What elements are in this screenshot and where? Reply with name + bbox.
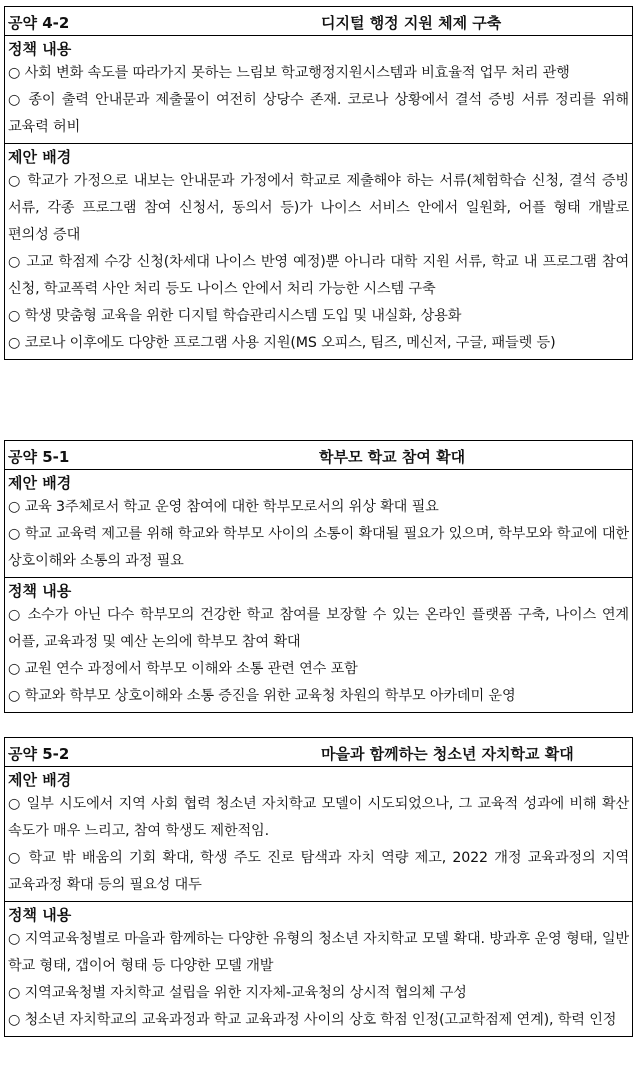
section-heading: 제안 배경 [8, 771, 72, 789]
pledge-5-2 [4, 737, 633, 1037]
list-item: ○ 지역교육청별 자치학교 설립을 위한 지자체-교육청의 상시적 협의체 구성 [8, 985, 467, 1001]
section-heading: 정책 내용 [8, 40, 72, 58]
section-heading: 정책 내용 [8, 906, 72, 924]
list-item: ○ 지역교육청별로 마을과 함께하는 다양한 유형의 청소년 자치학교 모델 확대. 방과후 운영 형태, 일반 학교 형태, 갭이어 형태 등 다양한 모델 개발 [8, 931, 629, 974]
pledge-header [5, 738, 632, 767]
list-item: ○ 교원 연수 과정에서 학부모 이해와 소통 관련 연수 포함 [8, 661, 358, 677]
list-item: ○ 코로나 이후에도 다양한 프로그램 사용 지원(MS 오피스, 팀즈, 메신저, 구글, 패들렛 등) [8, 335, 556, 351]
list-item: ○ 소수가 아닌 다수 학부모의 건강한 학교 참여를 보장할 수 있는 온라인 플랫폼 구축, 나이스 연계 어플, 교육과정 및 예산 논의에 학부모 참여 확대 [8, 607, 629, 650]
list-item: ○ 고교 학점제 수강 신청(차세대 나이스 반영 예정)뿐 아니라 대학 지원 서류, 학교 내 프로그램 참여 신청, 학교폭력 사안 처리 등도 나이스 안에서 처리 가능한 시스템 구축 [8, 254, 629, 297]
pledge-title: 학부모 학교 참여 확대 [319, 448, 466, 466]
list-item: ○ 학교가 가정으로 내보는 안내문과 가정에서 학교로 제출해야 하는 서류(체험학습 신청, 결석 증빙 서류, 각종 프로그램 참여 신청서, 동의서 등)가 나이스 서비스 안에서 일원화, 어플 형태 개발로 편의성 증대 [8, 173, 629, 243]
section-policy-content [5, 902, 632, 1036]
list-item: ○ 학교와 학부모 상호이해와 소통 증진을 위한 교육청 차원의 학부모 아카데미 운영 [8, 688, 516, 704]
list-item: ○ 학생 맞춤형 교육을 위한 디지털 학습관리시스템 도입 및 내실화, 상용화 [8, 308, 462, 324]
list-item: ○ 교육 3주체로서 학교 운영 참여에 대한 학부모로서의 위상 확대 필요 [8, 499, 439, 515]
section-heading: 제안 배경 [8, 148, 72, 166]
section-background [5, 144, 632, 359]
section-background [5, 470, 632, 578]
section-policy-content [5, 36, 632, 144]
list-item: ○ 청소년 자치학교의 교육과정과 학교 교육과정 사이의 상호 학점 인정(고교학점제 연계), 학력 인정 [8, 1012, 617, 1028]
section-background [5, 767, 632, 902]
pledge-header [5, 7, 632, 36]
list-item: ○ 일부 시도에서 지역 사회 협력 청소년 자치학교 모델이 시도되었으나, 그 교육적 성과에 비해 확산 속도가 매우 느리고, 참여 학생도 제한적임. [8, 796, 629, 839]
pledge-title: 디지털 행정 지원 체제 구축 [321, 14, 502, 32]
list-item: ○ 종이 출력 안내문과 제출물이 여전히 상당수 존재. 코로나 상황에서 결석 증빙 서류 정리를 위해 교육력 허비 [8, 92, 629, 135]
list-item: ○ 학교 밖 배움의 기회 확대, 학생 주도 진로 탐색과 자치 역량 제고, 2022 개정 교육과정의 지역 교육과정 확대 등의 필요성 대두 [8, 850, 629, 893]
pledge-id: 공약 4-2 [8, 14, 70, 32]
pledge-header [5, 441, 632, 470]
list-item: ○ 사회 변화 속도를 따라가지 못하는 느림보 학교행정지원시스템과 비효율적 업무 처리 관행 [8, 65, 570, 81]
pledge-4-2 [4, 6, 633, 360]
pledge-title: 마을과 함께하는 청소년 자치학교 확대 [321, 745, 574, 763]
section-heading: 정책 내용 [8, 582, 72, 600]
section-heading: 제안 배경 [8, 474, 72, 492]
pledge-5-1 [4, 440, 633, 713]
pledge-id: 공약 5-1 [8, 448, 70, 466]
pledge-id: 공약 5-2 [8, 745, 70, 763]
list-item: ○ 학교 교육력 제고를 위해 학교와 학부모 사이의 소통이 확대될 필요가 있으며, 학부모와 학교에 대한 상호이해와 소통의 과정 필요 [8, 526, 629, 569]
section-policy-content [5, 578, 632, 712]
